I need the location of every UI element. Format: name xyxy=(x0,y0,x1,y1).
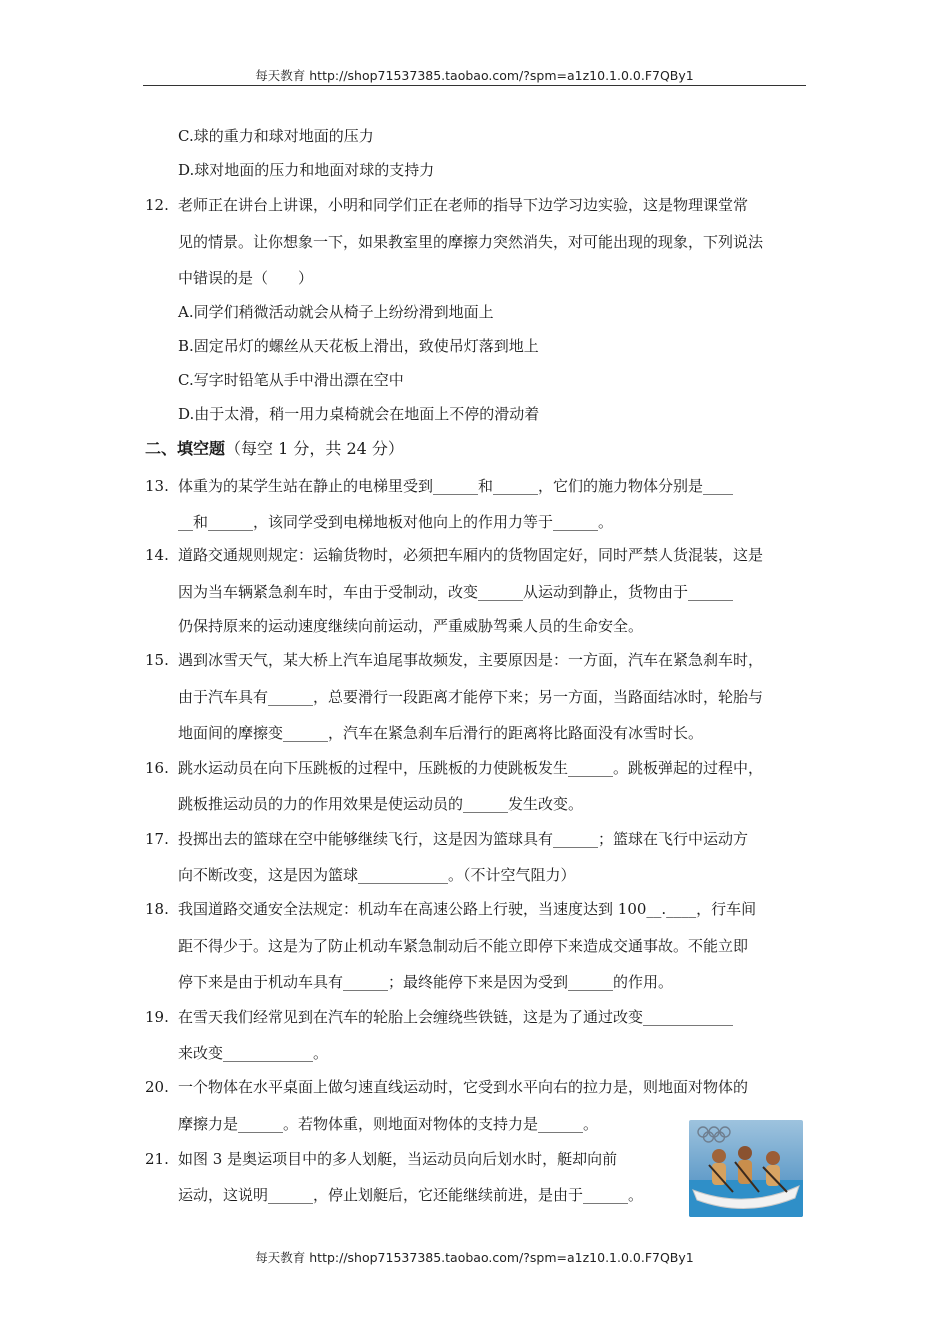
page-footer: 每天教育 http://shop71537385.taobao.com/?spm=a1z10.1.0.0.F7QBy1 xyxy=(255,1250,694,1265)
q18-number: 18. xyxy=(145,900,169,918)
q12-number: 12. xyxy=(145,196,169,214)
q17-number: 17. xyxy=(145,830,169,848)
q18-line3: 停下来是由于机动车具有______；最终能停下来是因为受到______的作用。 xyxy=(178,973,674,991)
rower-2 xyxy=(738,1146,752,1184)
q14-line2: 因为当车辆紧急刹车时，车由于受制动，改变______从运动到静止，货物由于______ xyxy=(178,583,734,601)
q17-line2: 向不断改变，这是因为篮球____________。（不计空气阻力） xyxy=(178,866,576,884)
q13-line2: __和______，该同学受到电梯地板对他向上的作用力等于______。 xyxy=(178,513,614,531)
q18-line1: 我国道路交通安全法规定：机动车在高速公路上行驶，当速度达到 100__.____，行车间 xyxy=(178,900,757,918)
q19-number: 19. xyxy=(145,1008,169,1026)
q15-line1: 遇到冰雪天气，某大桥上汽车追尾事故频发，主要原因是：一方面，汽车在紧急刹车时， xyxy=(178,651,764,669)
q19-line1: 在雪天我们经常见到在汽车的轮胎上会缠绕些铁链，这是为了通过改变____________ xyxy=(178,1008,734,1026)
q16-number: 16. xyxy=(145,759,169,777)
q12-option-c: C.写字时铅笔从手中滑出漂在空中 xyxy=(178,371,404,389)
q14-line3: 仍保持原来的运动速度继续向前运动，严重威胁驾乘人员的生命安全。 xyxy=(178,617,644,635)
q12-option-b: B.固定吊灯的螺丝从天花板上滑出，致使吊灯落到地上 xyxy=(178,337,539,355)
rowing-illustration xyxy=(689,1120,803,1217)
section-note: （每空 1 分，共 24 分） xyxy=(225,439,404,458)
rower-3 xyxy=(766,1151,780,1186)
q12-option-d: D.由于太滑，稍一用力桌椅就会在地面上不停的滑动着 xyxy=(178,405,540,423)
q21-line2: 运动，这说明______，停止划艇后，它还能继续前进，是由于______。 xyxy=(178,1186,644,1204)
q21-line1: 如图 3 是奥运项目中的多人划艇，当运动员向后划水时，艇却向前 xyxy=(178,1150,618,1168)
q11-option-d: D.球对地面的压力和地面对球的支持力 xyxy=(178,161,435,179)
q19-line2: 来改变____________。 xyxy=(178,1044,329,1062)
q13-line1: 体重为的某学生站在静止的电梯里受到______和______，它们的施力物体分别是____ xyxy=(178,477,734,495)
q14-number: 14. xyxy=(145,546,169,564)
q15-line3: 地面间的摩擦变______，汽车在紧急刹车后滑行的距离将比路面没有冰雪时长。 xyxy=(178,724,704,742)
header-rule xyxy=(143,85,806,86)
q17-line1: 投掷出去的篮球在空中能够继续飞行，这是因为篮球具有______；篮球在飞行中运动方 xyxy=(178,830,749,848)
q20-number: 20. xyxy=(145,1078,169,1096)
q16-line2: 跳板推运动员的力的作用效果是使运动员的______发生改变。 xyxy=(178,795,584,813)
q20-line1: 一个物体在水平桌面上做匀速直线运动时，它受到水平向右的拉力是，则地面对物体的 xyxy=(178,1078,749,1096)
q11-option-c: C.球的重力和球对地面的压力 xyxy=(178,127,374,145)
section-heading xyxy=(145,439,404,459)
rowing-photo xyxy=(689,1120,803,1217)
page-header: 每天教育 http://shop71537385.taobao.com/?spm=a1z10.1.0.0.F7QBy1 xyxy=(255,68,694,83)
q13-number: 13. xyxy=(145,477,169,495)
q18-line2: 距不得少于。这是为了防止机动车紧急制动后不能立即停下来造成交通事故。不能立即 xyxy=(178,937,749,955)
q21-number: 21. xyxy=(145,1150,169,1168)
q12-line1: 老师正在讲台上讲课，小明和同学们正在老师的指导下边学习边实验，这是物理课堂常 xyxy=(178,196,749,214)
section-title: 二、填空题 xyxy=(145,439,226,458)
q14-line1: 道路交通规则规定：运输货物时，必须把车厢内的货物固定好，同时严禁人货混装，这是 xyxy=(178,546,764,564)
q15-line2: 由于汽车具有______，总要滑行一段距离才能停下来；另一方面，当路面结冰时，轮胎与 xyxy=(178,688,764,706)
q12-option-a: A.同学们稍微活动就会从椅子上纷纷滑到地面上 xyxy=(178,303,494,321)
q12-line2: 见的情景。让你想象一下，如果教室里的摩擦力突然消失，对可能出现的现象，下列说法 xyxy=(178,233,764,251)
q16-line1: 跳水运动员在向下压跳板的过程中，压跳板的力使跳板发生______。跳板弹起的过程中， xyxy=(178,759,764,777)
q20-line2: 摩擦力是______。若物体重，则地面对物体的支持力是______。 xyxy=(178,1115,599,1133)
rower-1 xyxy=(712,1149,726,1185)
q15-number: 15. xyxy=(145,651,169,669)
q12-line3: 中错误的是（ ） xyxy=(178,269,314,287)
